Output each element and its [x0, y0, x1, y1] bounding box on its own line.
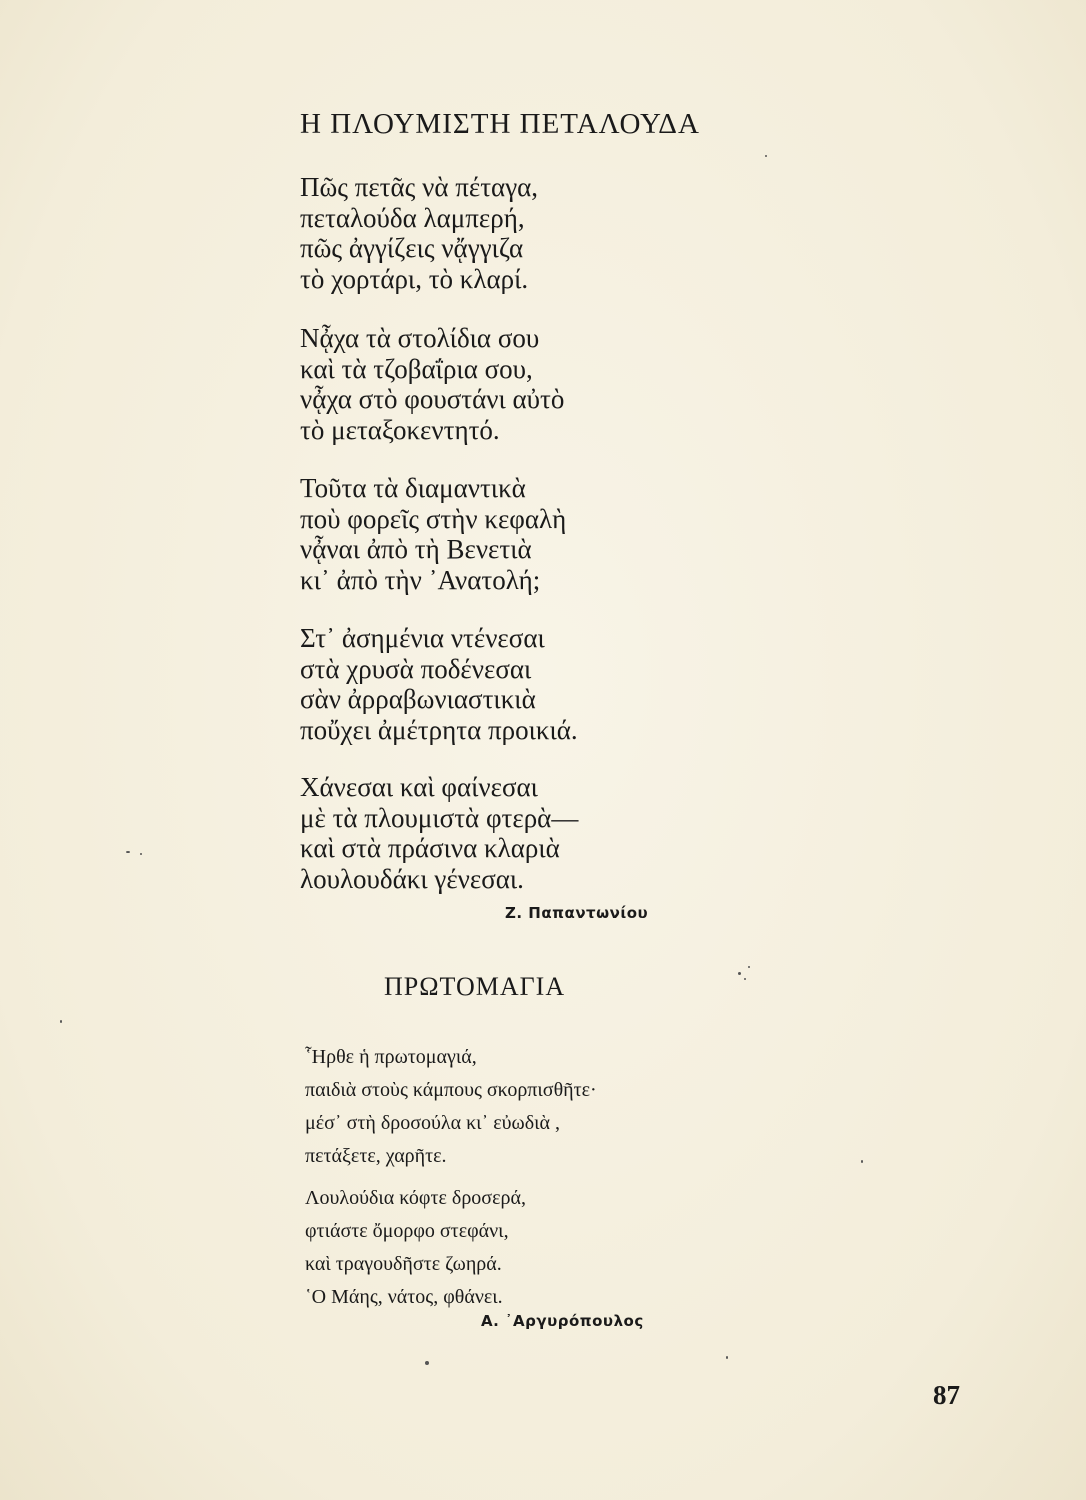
poem-stanza — [300, 772, 578, 894]
poem-author: Α. ᾽Αργυρόπουλος — [481, 1312, 644, 1330]
poem-line: ῟Ηρθε ἡ πρωτομαγιά, — [305, 1046, 477, 1068]
poem-line: πῶς ἀγγίζεις νᾄγγιζα — [300, 233, 524, 263]
poem-line: μὲ τὰ πλουμιστὰ φτερὰ— — [300, 802, 579, 833]
poem-author: Ζ. Παπαντωνίου — [505, 904, 649, 922]
poem-title: ΠΡΩΤΟΜΑΓΙΑ — [384, 972, 566, 1001]
poem-line: φτιάστε ὄμορφο στεφάνι, — [305, 1220, 509, 1242]
paper-speck — [744, 978, 746, 980]
poem-line: ποὺ φορεῖς στὴν κεφαλὴ — [300, 503, 567, 534]
paper-speck — [861, 1160, 863, 1163]
poem-line: καὶ τραγουδῆστε ζωηρά. — [305, 1253, 502, 1275]
poem-line: πεταλούδα λαμπερή, — [300, 202, 525, 233]
poem-line: σὰν ἀρραβωνιαστικιὰ — [300, 684, 536, 714]
poem-stanza — [300, 323, 564, 445]
poem-line: παιδιὰ στοὺς κάμπους σκορπισθῆτε· — [305, 1079, 597, 1101]
poem-line: νᾆχα στὸ φουστάνι αὐτὸ — [300, 384, 565, 414]
poem-stanza — [300, 623, 578, 745]
poem-stanza — [305, 1182, 526, 1314]
poem-stanza — [305, 1041, 597, 1173]
poem-line: ῾Ο Μάης, νάτος, φθάνει. — [305, 1286, 503, 1308]
paper-speck — [60, 1020, 62, 1023]
poem-line: μέσ᾽ στὴ δροσούλα κι᾽ εὐωδιὰ , — [305, 1112, 560, 1134]
paper-speck — [726, 1356, 728, 1359]
poem-line: πετάξετε, χαρῆτε. — [305, 1145, 447, 1167]
poem-line: κι᾽ ἀπὸ τὴν ᾽Ανατολή; — [300, 564, 541, 595]
paper-speck — [126, 851, 130, 853]
poem-stanza — [300, 172, 538, 294]
poem-stanza — [300, 473, 566, 595]
paper-speck — [765, 155, 767, 157]
poem-line: Πῶς πετᾶς νὰ πέταγα, — [300, 172, 539, 202]
poem-line: νᾆναι ἀπὸ τὴ Βενετιὰ — [300, 534, 532, 564]
poem-line: ποὔχει ἀμέτρητα προικιά. — [300, 714, 578, 745]
poem-title: Η ΠΛΟΥΜΙΣΤΗ ΠΕΤΑΛΟΥΔΑ — [300, 108, 700, 140]
paper-speck — [748, 966, 750, 968]
poem-line: καὶ τὰ τζοβαΐρια σου, — [300, 353, 533, 384]
poem-line: Στ᾽ ἀσημένια ντένεσαι — [300, 623, 545, 653]
paper-speck — [738, 972, 741, 975]
poem-line: Λουλούδια κόφτε δροσερά, — [305, 1187, 526, 1209]
poem-line: Νᾆχα τὰ στολίδια σου — [300, 323, 540, 353]
poem-line: στὰ χρυσὰ ποδένεσαι — [300, 653, 532, 684]
poem-line: τὸ χορτάρι, τὸ κλαρί. — [300, 263, 529, 294]
paper-speck — [425, 1361, 429, 1365]
poem-line: Χάνεσαι καὶ φαίνεσαι — [300, 772, 538, 802]
paper-speck — [140, 853, 142, 855]
page-number: 87 — [933, 1380, 960, 1410]
poem-line: τὸ μεταξοκεντητό. — [300, 414, 500, 445]
poem-line: καὶ στὰ πράσινα κλαριὰ — [300, 833, 560, 863]
poem-line: Τοῦτα τὰ διαμαντικὰ — [300, 473, 526, 503]
poem-line: λουλουδάκι γένεσαι. — [300, 863, 524, 894]
